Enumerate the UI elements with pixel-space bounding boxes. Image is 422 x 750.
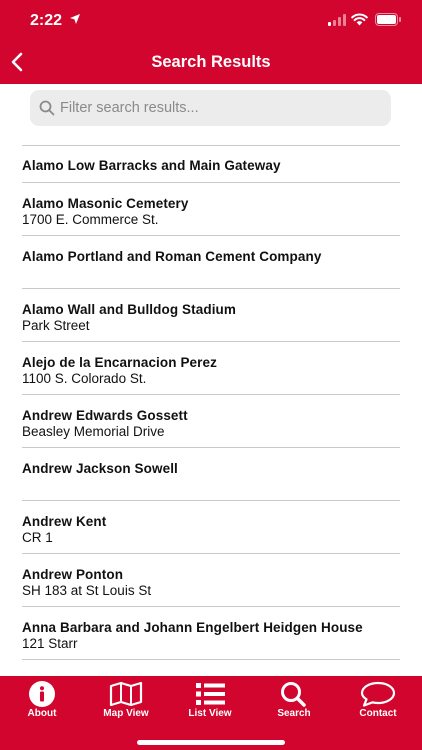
cellular-signal-icon	[328, 14, 346, 26]
result-item[interactable]	[22, 158, 412, 174]
result-title: Anna Barbara and Johann Engelbert Heidgen House	[22, 620, 363, 635]
result-item[interactable]	[22, 620, 412, 652]
result-item[interactable]	[22, 249, 412, 265]
page-title: Search Results	[151, 53, 271, 71]
separator	[22, 235, 400, 236]
result-item[interactable]	[22, 567, 412, 599]
search-bar[interactable]	[30, 90, 391, 126]
tab-about[interactable]	[0, 676, 84, 728]
separator	[22, 659, 400, 660]
results-list[interactable]	[0, 135, 422, 675]
tab-map-view-label: Map View	[103, 708, 149, 719]
separator	[22, 394, 400, 395]
separator	[22, 145, 400, 146]
result-subtitle: SH 183 at St Louis St	[22, 583, 152, 598]
home-indicator[interactable]	[137, 740, 285, 745]
battery-icon	[375, 13, 402, 26]
result-item[interactable]	[22, 355, 412, 387]
wifi-icon	[351, 13, 368, 26]
result-item[interactable]	[22, 408, 412, 440]
filter-search-input[interactable]	[60, 90, 380, 126]
list-icon	[168, 681, 252, 707]
result-title: Andrew Edwards Gossett	[22, 408, 188, 423]
tab-search-label: Search	[277, 708, 311, 719]
info-icon	[0, 681, 84, 707]
status-bar	[0, 0, 422, 42]
separator	[22, 182, 400, 183]
tab-map-view[interactable]	[84, 676, 168, 728]
separator	[22, 288, 400, 289]
status-time: 2:22	[30, 12, 63, 29]
result-title: Alamo Masonic Cemetery	[22, 196, 189, 211]
separator	[22, 447, 400, 448]
result-item[interactable]	[22, 196, 412, 228]
result-item[interactable]	[22, 461, 412, 477]
result-title: Alamo Wall and Bulldog Stadium	[22, 302, 237, 317]
separator	[22, 553, 400, 554]
map-icon	[84, 681, 168, 707]
header	[0, 0, 422, 84]
separator	[22, 500, 400, 501]
separator	[22, 606, 400, 607]
tab-contact[interactable]	[336, 676, 420, 728]
tab-search[interactable]	[252, 676, 336, 728]
separator	[22, 341, 400, 342]
result-title: Andrew Ponton	[22, 567, 124, 582]
tab-contact-label: Contact	[359, 708, 397, 719]
result-title: Alamo Portland and Roman Cement Company	[22, 249, 322, 264]
search-icon	[252, 681, 336, 707]
result-subtitle: CR 1	[22, 530, 53, 545]
result-subtitle: Park Street	[22, 318, 90, 333]
chat-bubble-icon	[336, 681, 420, 707]
result-item[interactable]	[22, 514, 412, 546]
tab-list-view[interactable]	[168, 676, 252, 728]
result-item[interactable]	[22, 302, 412, 334]
tab-about-label: About	[27, 708, 57, 719]
result-subtitle: 1700 E. Commerce St.	[22, 212, 159, 227]
location-arrow-icon	[69, 13, 81, 25]
result-subtitle: 1100 S. Colorado St.	[22, 371, 147, 386]
magnifier-icon	[39, 100, 55, 116]
tab-list-view-label: List View	[188, 708, 232, 719]
result-subtitle: Beasley Memorial Drive	[22, 424, 165, 439]
result-title: Andrew Kent	[22, 514, 107, 529]
result-title: Alejo de la Encarnacion Perez	[22, 355, 217, 370]
tab-bar	[0, 676, 422, 750]
result-title: Andrew Jackson Sowell	[22, 461, 178, 476]
result-title: Alamo Low Barracks and Main Gateway	[22, 158, 281, 173]
result-subtitle: 121 Starr	[22, 636, 78, 651]
